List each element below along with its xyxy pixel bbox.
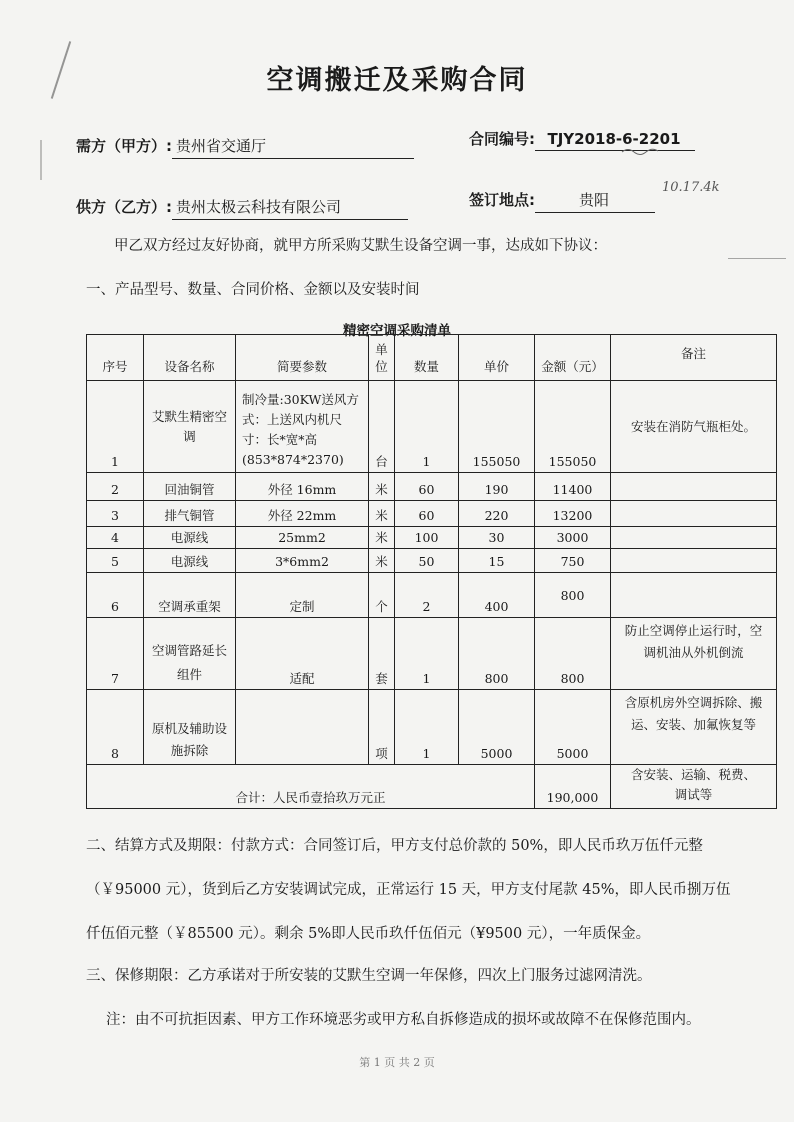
header-cell: 金额（元） (535, 335, 611, 381)
cell-qty: 2 (395, 573, 459, 618)
cell-name: 原机及辅助设施拆除 (144, 690, 236, 765)
header-cell: 备注 (611, 335, 777, 381)
cell-amount: 155050 (535, 381, 611, 473)
cell-name: 空调承重架 (144, 573, 236, 618)
contract-no-row (469, 128, 695, 151)
cell-notes: 安装在消防气瓶柜处。 (611, 381, 777, 473)
cell-no: 7 (87, 618, 144, 690)
cell-params: 3*6mm2 (236, 549, 369, 573)
cell-name: 电源线 (144, 549, 236, 573)
document-title: 空调搬迁及采购合同 (266, 65, 528, 96)
cell-amount: 3000 (535, 527, 611, 549)
table-row (87, 618, 777, 690)
cell-no: 5 (87, 549, 144, 573)
cell-qty: 50 (395, 549, 459, 573)
supplier-row (76, 196, 408, 220)
cell-params (236, 690, 369, 765)
cell-price: 400 (459, 573, 535, 618)
section-2-line-3: 仟伍佰元整（￥85500 元）。剩余 5%即人民币玖仟伍佰元（¥9500 元），一年质保金。 (86, 926, 651, 942)
cell-price: 800 (459, 618, 535, 690)
cell-unit: 米 (369, 473, 395, 501)
table-header-row (87, 335, 777, 381)
cell-params: 25mm2 (236, 527, 369, 549)
contract-no-value: TJY2018-6-2201 (535, 130, 695, 151)
cell-name: 艾默生精密空调 (144, 381, 236, 473)
cell-params: 外径 16mm (236, 473, 369, 501)
contract-no-label: 合同编号: (469, 130, 535, 148)
header-cell: 数量 (395, 335, 459, 381)
table-row (87, 381, 777, 473)
cell-unit: 米 (369, 501, 395, 527)
cell-amount: 5000 (535, 690, 611, 765)
cell-amount: 800 (535, 573, 611, 618)
table-row (87, 573, 777, 618)
cell-no: 8 (87, 690, 144, 765)
cell-params: 制冷量:30KW送风方式：上送风内机尺寸：长*宽*高(853*874*2370) (236, 381, 369, 473)
buyer-label: 需方（甲方）: (76, 137, 172, 155)
header-cell: 序号 (87, 335, 144, 381)
table-row (87, 527, 777, 549)
cell-name: 空调管路延长组件 (144, 618, 236, 690)
sign-place-label: 签订地点: (469, 191, 535, 209)
table-row (87, 549, 777, 573)
cell-notes (611, 501, 777, 527)
cell-price: 5000 (459, 690, 535, 765)
section-2-line-2: （￥95000 元），货到后乙方安装调试完成，正常运行 15 天，甲方支付尾款 45%，即人民币捌万伍 (86, 882, 731, 898)
cell-name: 回油铜管 (144, 473, 236, 501)
cell-amount: 13200 (535, 501, 611, 527)
cell-unit: 个 (369, 573, 395, 618)
cell-no: 3 (87, 501, 144, 527)
cell-qty: 60 (395, 501, 459, 527)
purchase-list-table (86, 334, 777, 809)
cell-unit: 套 (369, 618, 395, 690)
header-cell: 单价 (459, 335, 535, 381)
cell-no: 6 (87, 573, 144, 618)
supplier-value: 贵州太极云科技有限公司 (172, 196, 408, 220)
cell-qty: 1 (395, 618, 459, 690)
cell-price: 155050 (459, 381, 535, 473)
cell-unit: 米 (369, 549, 395, 573)
cell-unit: 项 (369, 690, 395, 765)
scan-mark (728, 258, 786, 259)
table-total-row (87, 765, 777, 809)
table-title: 精密空调采购清单 (343, 323, 451, 339)
header-cell: 简要参数 (236, 335, 369, 381)
sign-place-row (469, 189, 655, 213)
section-1-heading: 一、产品型号、数量、合同价格、金额以及安装时间 (86, 282, 420, 298)
handwritten-note: 10.17.4k (662, 180, 720, 195)
sign-place-value: 贵阳 (535, 189, 655, 213)
table-row (87, 501, 777, 527)
table-row (87, 690, 777, 765)
cell-unit: 米 (369, 527, 395, 549)
cell-unit: 台 (369, 381, 395, 473)
cell-notes: 含原机房外空调拆除、搬运、安装、加氟恢复等 (611, 690, 777, 765)
cell-price: 30 (459, 527, 535, 549)
cell-qty: 1 (395, 690, 459, 765)
total-notes: 含安装、运输、税费、调试等 (611, 765, 777, 809)
intro-paragraph: 甲乙双方经过友好协商，就甲方所采购艾默生设备空调一事，达成如下协议： (114, 238, 607, 254)
section-2-line-1: 二、结算方式及期限：付款方式：合同签订后，甲方支付总价款的 50%，即人民币玖万伍仟元整 (86, 838, 703, 854)
page-footer: 第 1 页 共 2 页 (359, 1056, 435, 1069)
cell-amount: 11400 (535, 473, 611, 501)
buyer-row (76, 135, 414, 159)
cell-no: 2 (87, 473, 144, 501)
cell-name: 电源线 (144, 527, 236, 549)
cell-notes (611, 549, 777, 573)
table-row (87, 473, 777, 501)
scan-mark (40, 140, 42, 180)
cell-amount: 800 (535, 618, 611, 690)
cell-no: 4 (87, 527, 144, 549)
cell-name: 排气铜管 (144, 501, 236, 527)
cell-notes (611, 527, 777, 549)
header-cell: 设备名称 (144, 335, 236, 381)
cell-notes: 防止空调停止运行时，空调机油从外机倒流 (611, 618, 777, 690)
cell-price: 15 (459, 549, 535, 573)
total-label: 合计：人民币壹拾玖万元正 (87, 765, 535, 809)
warranty-note: 注：由不可抗拒因素、甲方工作环境恶劣或甲方私自拆修造成的损坏或故障不在保修范围内。 (106, 1012, 701, 1028)
cell-price: 220 (459, 501, 535, 527)
header-cell: 单位 (369, 335, 395, 381)
supplier-label: 供方（乙方）: (76, 198, 172, 216)
cell-notes (611, 473, 777, 501)
cell-params: 定制 (236, 573, 369, 618)
buyer-value: 贵州省交通厅 (172, 135, 414, 159)
cell-notes (611, 573, 777, 618)
cell-amount: 750 (535, 549, 611, 573)
handwritten-scribble (620, 146, 660, 156)
cell-params: 适配 (236, 618, 369, 690)
cell-qty: 100 (395, 527, 459, 549)
cell-qty: 60 (395, 473, 459, 501)
cell-params: 外径 22mm (236, 501, 369, 527)
total-amount: 190,000 (535, 765, 611, 809)
cell-no: 1 (87, 381, 144, 473)
cell-price: 190 (459, 473, 535, 501)
section-3-warranty: 三、保修期限：乙方承诺对于所安装的艾默生空调一年保修，四次上门服务过滤网清洗。 (86, 968, 652, 984)
cell-qty: 1 (395, 381, 459, 473)
